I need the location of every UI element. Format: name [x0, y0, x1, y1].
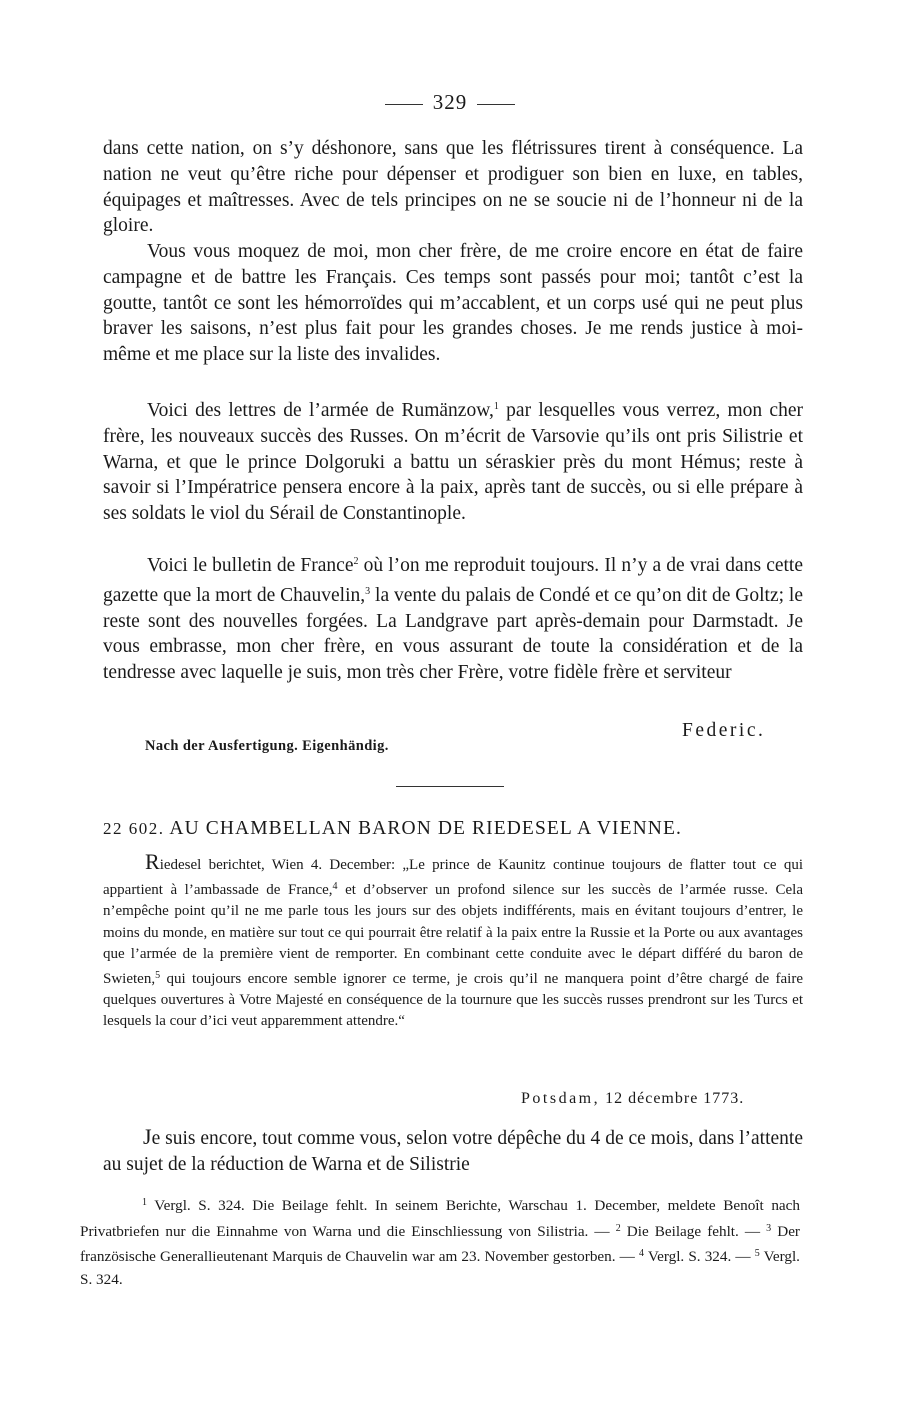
page-number-dash-left: [385, 104, 423, 105]
footnote-text-1: Vergl. S. 324. Die Beilage fehlt. In seinem Berichte, Warschau 1. December, meldete Benoît nach Privatbriefen nur die Einnahme von Warna und die Einschliessung von Silistria. —: [80, 1197, 800, 1240]
section-divider: [396, 786, 504, 787]
letter-paragraph-1: [103, 136, 803, 239]
letter-paragraph-3: [103, 394, 803, 527]
section-number: 22 602.: [103, 819, 165, 838]
footnote-ref-1: 1: [493, 401, 499, 412]
letter-paragraph-3-text-b: par lesquelles vous verrez, mon cher frère, les nouveaux succès des Russes. On m’écrit de Varsovie qu’ils ont pris Silistrie et Warna, et que le prince Dolgoruki a battu un séraskier près du mont Hémus; reste à savoir si l’Impératrice pensera encore à la paix, après tant de succès, ou si elle prépare à ses soldats le viol du Sérail de Constantinople.: [103, 400, 803, 525]
report-text-c: qui toujours encore semble ignorer ce terme, je crois qu’il ne manquera point d’être chargé de faire quelques ouvertures à Votre Majesté en conséquence de la tournure que les succès russes prendront sur les Turcs et lesquels la cour d’ici veut apparemment attendre.“: [103, 971, 803, 1030]
footnote-marker-5: 5: [754, 1248, 760, 1259]
letter-paragraph-4: [103, 549, 803, 686]
footnote-marker-4: 4: [638, 1248, 644, 1259]
report-text-b: et d’observer un profond silence sur les succès de l’armée russe. Cela n’empêche point qu’il ne me parle tous les jours sur des objets indifférents, mais en évitant toujours d’entrer, le moins du monde, en matière sur tout ce qui pourrait être relatif à la paix entre la Russie et la Porte ou aux avantages que l’armée de la première vient de remporter. En combinant cette conduite avec le départ différé du baron de Swieten,: [103, 882, 803, 988]
dateline: [521, 1090, 744, 1108]
dateline-place: Potsdam,: [521, 1090, 601, 1107]
section-heading: [103, 818, 803, 840]
reply-initial: J: [143, 1124, 152, 1149]
letter-paragraph-1-text: dans cette nation, on s’y déshonore, sans que les flétrissures tirent à conséquence. La nation ne veut qu’être riche pour dépenser et prodiguer son bien en luxe, en tables, équipages et maîtresses. Avec de tels principes on ne se soucie ni de l’honneur ni de la gloire.: [103, 138, 803, 237]
report-text-a: iedesel berichtet, Wien 4. December: „Le prince de Kaunitz continue toujours de flatter tout ce qui appartient à l’ambassade de France,: [103, 857, 803, 899]
source-note: Nach der Ausfertigung. Eigenhändig.: [145, 738, 389, 754]
letter-paragraph-4-text-c: la vente du palais de Condé et ce qu’on dit de Goltz; le reste sont des nouvelles forgées. La Landgrave part après-demain pour Darmstadt. Je vous embrasse, mon cher frère, en vous assurant de toute la considération et de la tendresse avec laquelle je suis, mon très cher Frère, votre fidèle frère et serviteur: [103, 584, 804, 684]
letter-paragraph-2: [103, 239, 803, 368]
footnotes: [80, 1192, 800, 1291]
footnote-text-4: Vergl. S. 324. —: [643, 1248, 755, 1265]
footnote-ref-4: 4: [332, 881, 338, 893]
letter-paragraph-3-text-a: Voici des lettres de l’armée de Rumänzow,: [147, 400, 494, 421]
letter-paragraph-4-text-b: où l’on me reproduit toujours. Il n’y a de vrai dans cette gazette que la mort de Chauvelin,: [103, 555, 803, 606]
page-number: [0, 90, 900, 115]
footnote-ref-2: 2: [353, 556, 359, 567]
reply-text: e suis encore, tout comme vous, selon votre dépêche du 4 de ce mois, dans l’attente au sujet de la réduction de Warna et de Silistrie: [103, 1128, 803, 1175]
footnote-marker-1: 1: [142, 1197, 147, 1208]
footnote-marker-2: 2: [615, 1222, 621, 1234]
page-number-text: 329: [432, 90, 468, 114]
footnote-ref-3: 3: [365, 585, 371, 597]
section-title: AU CHAMBELLAN BARON DE RIEDESEL A VIENNE.: [169, 818, 682, 839]
page-number-dash-right: [477, 104, 515, 105]
report-paragraph: [103, 851, 803, 1033]
report-initial: R: [145, 849, 160, 874]
footnote-ref-5: 5: [155, 970, 161, 982]
letter-paragraph-2-text: Vous vous moquez de moi, mon cher frère, de me croire encore en état de faire campagne et de battre les Français. Ces temps sont passés pour moi; tantôt c’est la goutte, tantôt ce sont les hémorroïdes qui m’accablent, et un corps usé qui ne peut plus braver les saisons, n’est plus fait pour les grandes choses. Je me rends justice à moi-même et me place sur la liste des invalides.: [103, 241, 803, 366]
reply-paragraph: [103, 1124, 803, 1178]
signature: Federic.: [682, 720, 766, 741]
footnote-marker-3: 3: [766, 1222, 772, 1234]
dateline-date: 12 décembre 1773.: [605, 1090, 745, 1107]
letter-paragraph-4-text-a: Voici le bulletin de France: [147, 555, 354, 576]
footnote-text-2: Die Beilage fehlt. —: [620, 1222, 767, 1240]
footnote-text-3: Der französische Generallieutenant Marquis de Chauvelin war am 23. November gestorben. —: [80, 1222, 800, 1265]
footnote-text-5: Vergl. S. 324.: [80, 1248, 800, 1288]
